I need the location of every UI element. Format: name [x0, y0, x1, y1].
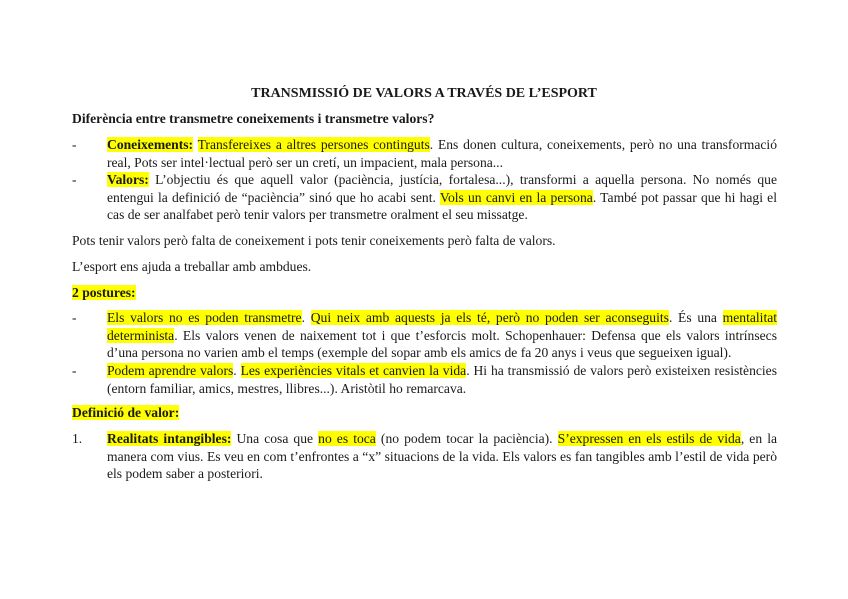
section-heading	[72, 404, 777, 422]
highlight: Les experiències vitals et canvien la vida	[240, 363, 467, 378]
heading-text: 2 postures:	[72, 285, 136, 300]
highlight: Transfereixes a altres persones continguts	[197, 137, 430, 152]
section-heading	[72, 284, 777, 302]
list-item-valors	[72, 171, 777, 224]
text: . És una	[668, 310, 723, 325]
list-item-posture-1	[72, 309, 778, 362]
subtitle: Diferència entre transmetre coneixements i transmetre valors?	[72, 111, 435, 126]
bullet-marker: -	[72, 310, 77, 325]
text: . Hi ha transmissió de valors però existeixen resistències (entorn familiar, amics, mestres, llibres...). Aristòtil ho remarcava.	[107, 363, 778, 396]
document-title: TRANSMISSIÓ DE VALORS A TRAVÉS DE L’ESPORT	[251, 86, 597, 101]
list-item-text	[107, 309, 777, 362]
text: L’objectiu és que aquell valor (paciència, justícia, fortalesa...), transformi a aquella persona. No només que entengui la definició de “paciència” sinó que ho acabi sent.	[107, 172, 777, 205]
text: . Ens donen cultura, coneixements, però no una transformació real, Pots ser intel·lectual però ser un cretí, un impacient, mala persona...	[107, 137, 778, 170]
text: . Els valors venen de naixement tot i que t’esforcis molt. Schopenhauer: Defensa que els valors intrínsecs d’una persona no varien amb el temps (exemple del sopar amb els amics de fa 20 anys i veus que segueixen igual).	[107, 327, 777, 361]
heading-text: Definició de valor:	[72, 405, 180, 420]
term-label: Coneixements:	[107, 137, 194, 152]
bullet-marker: -	[72, 137, 77, 152]
list-item-posture-2	[72, 362, 778, 397]
highlight: Vols un canvi en la persona	[439, 189, 593, 205]
text: Una cosa que	[231, 431, 319, 446]
text: .	[301, 310, 311, 325]
list-item-text	[107, 136, 777, 171]
highlight: mentalitat determinista	[107, 310, 778, 343]
text: , en la manera com vius. Es veu en com t’enfrontes a “x” situacions de la vida. Els valors es fan tangibles amb l’estil de vida però els podem saber a posteriori.	[107, 431, 777, 482]
list-item-text	[107, 171, 777, 224]
list-item-realitats	[72, 430, 777, 483]
text: (no podem tocar la paciència).	[375, 431, 558, 446]
highlight: Els valors no es poden transmetre	[107, 310, 302, 325]
highlight: no es toca	[318, 431, 376, 446]
term-label: Valors:	[107, 172, 149, 187]
highlight: Qui neix amb aquests ja els té, però no poden ser aconseguits	[310, 310, 669, 325]
list-item-text	[107, 362, 777, 397]
highlight: Podem aprendre valors	[107, 363, 234, 378]
paragraph: L’esport ens ajuda a treballar amb ambdues.	[72, 259, 312, 274]
text: . També pot passar que hi hagi el cas de ser analfabet però tenir valors per transmetre oralment el seu missatge.	[107, 189, 777, 223]
term-label: Realitats intangibles:	[107, 431, 232, 446]
bullet-marker: -	[72, 363, 77, 378]
paragraph: Pots tenir valors però falta de coneixement i pots tenir coneixements però falta de valors.	[72, 233, 556, 248]
list-item-coneixements	[72, 136, 778, 171]
highlight: S’expressen en els estils de vida	[557, 431, 741, 446]
number-marker: 1.	[72, 431, 83, 446]
list-item-text	[107, 430, 777, 483]
bullet-marker: -	[72, 172, 77, 187]
text: .	[233, 363, 241, 378]
